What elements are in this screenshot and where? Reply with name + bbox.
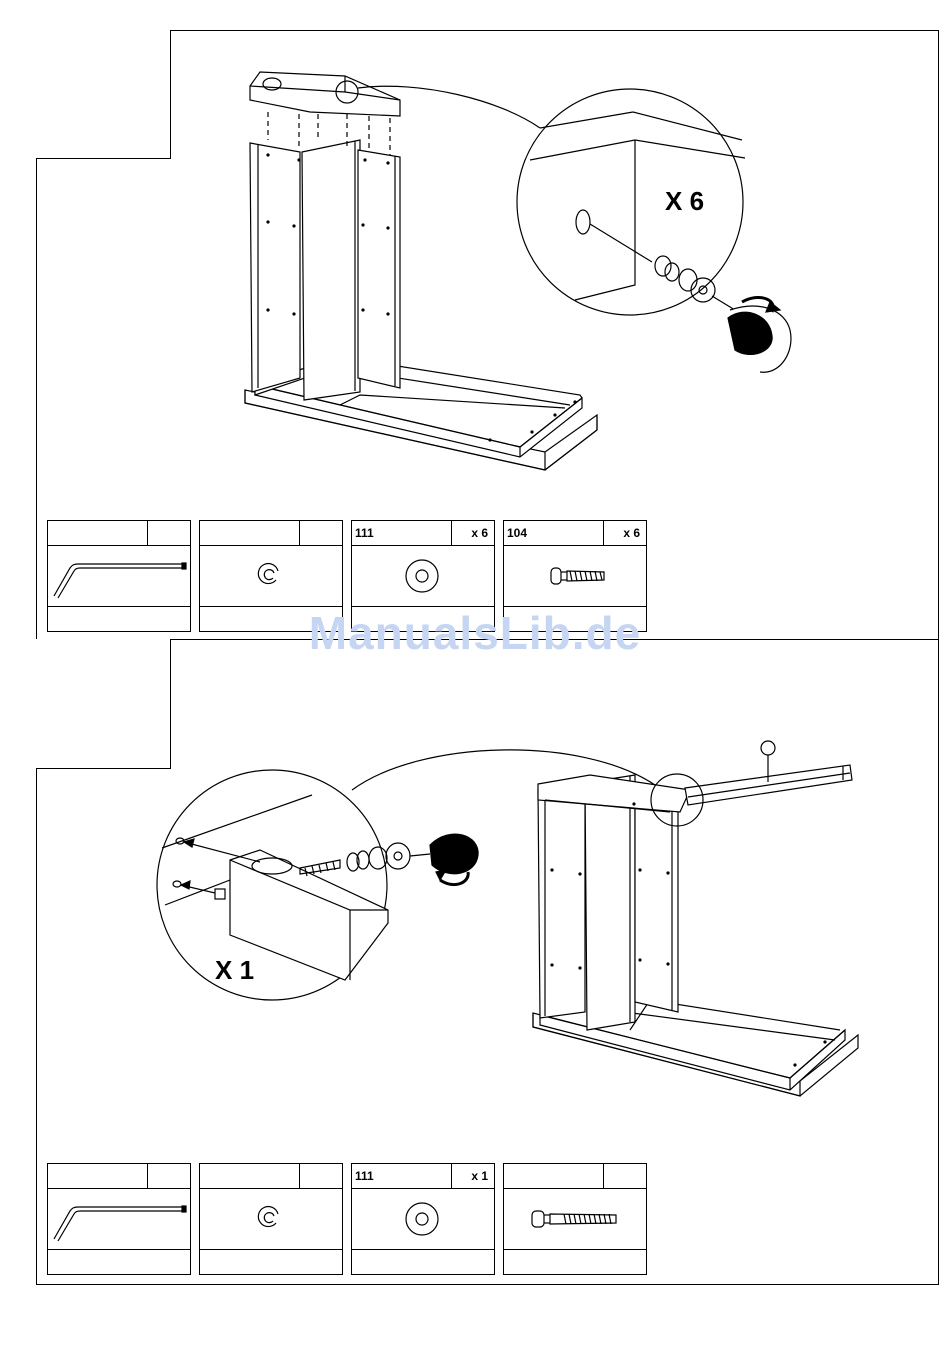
part-qty: x 6 — [471, 526, 488, 540]
step1-multiplier: X 6 — [665, 186, 705, 216]
step2-part-allen-key — [47, 1163, 191, 1275]
part-qty: x 1 — [471, 1169, 488, 1183]
step2-part-cam-lock — [199, 1163, 343, 1275]
allen-key-icon — [48, 1189, 190, 1249]
cam-lock-icon — [200, 1189, 342, 1249]
step2-part-screw — [503, 1163, 647, 1275]
watermark: ManualsLib.de — [308, 607, 642, 659]
long-screw-icon — [504, 1189, 646, 1249]
step2-part-washer — [351, 1163, 495, 1275]
part-code: 111 — [355, 1169, 374, 1183]
part-code: 111 — [355, 526, 374, 540]
part-code: 104 — [507, 526, 528, 540]
step2-multiplier: X 1 — [215, 955, 255, 985]
washer-icon — [352, 1189, 494, 1249]
part-qty: x 6 — [623, 526, 640, 540]
